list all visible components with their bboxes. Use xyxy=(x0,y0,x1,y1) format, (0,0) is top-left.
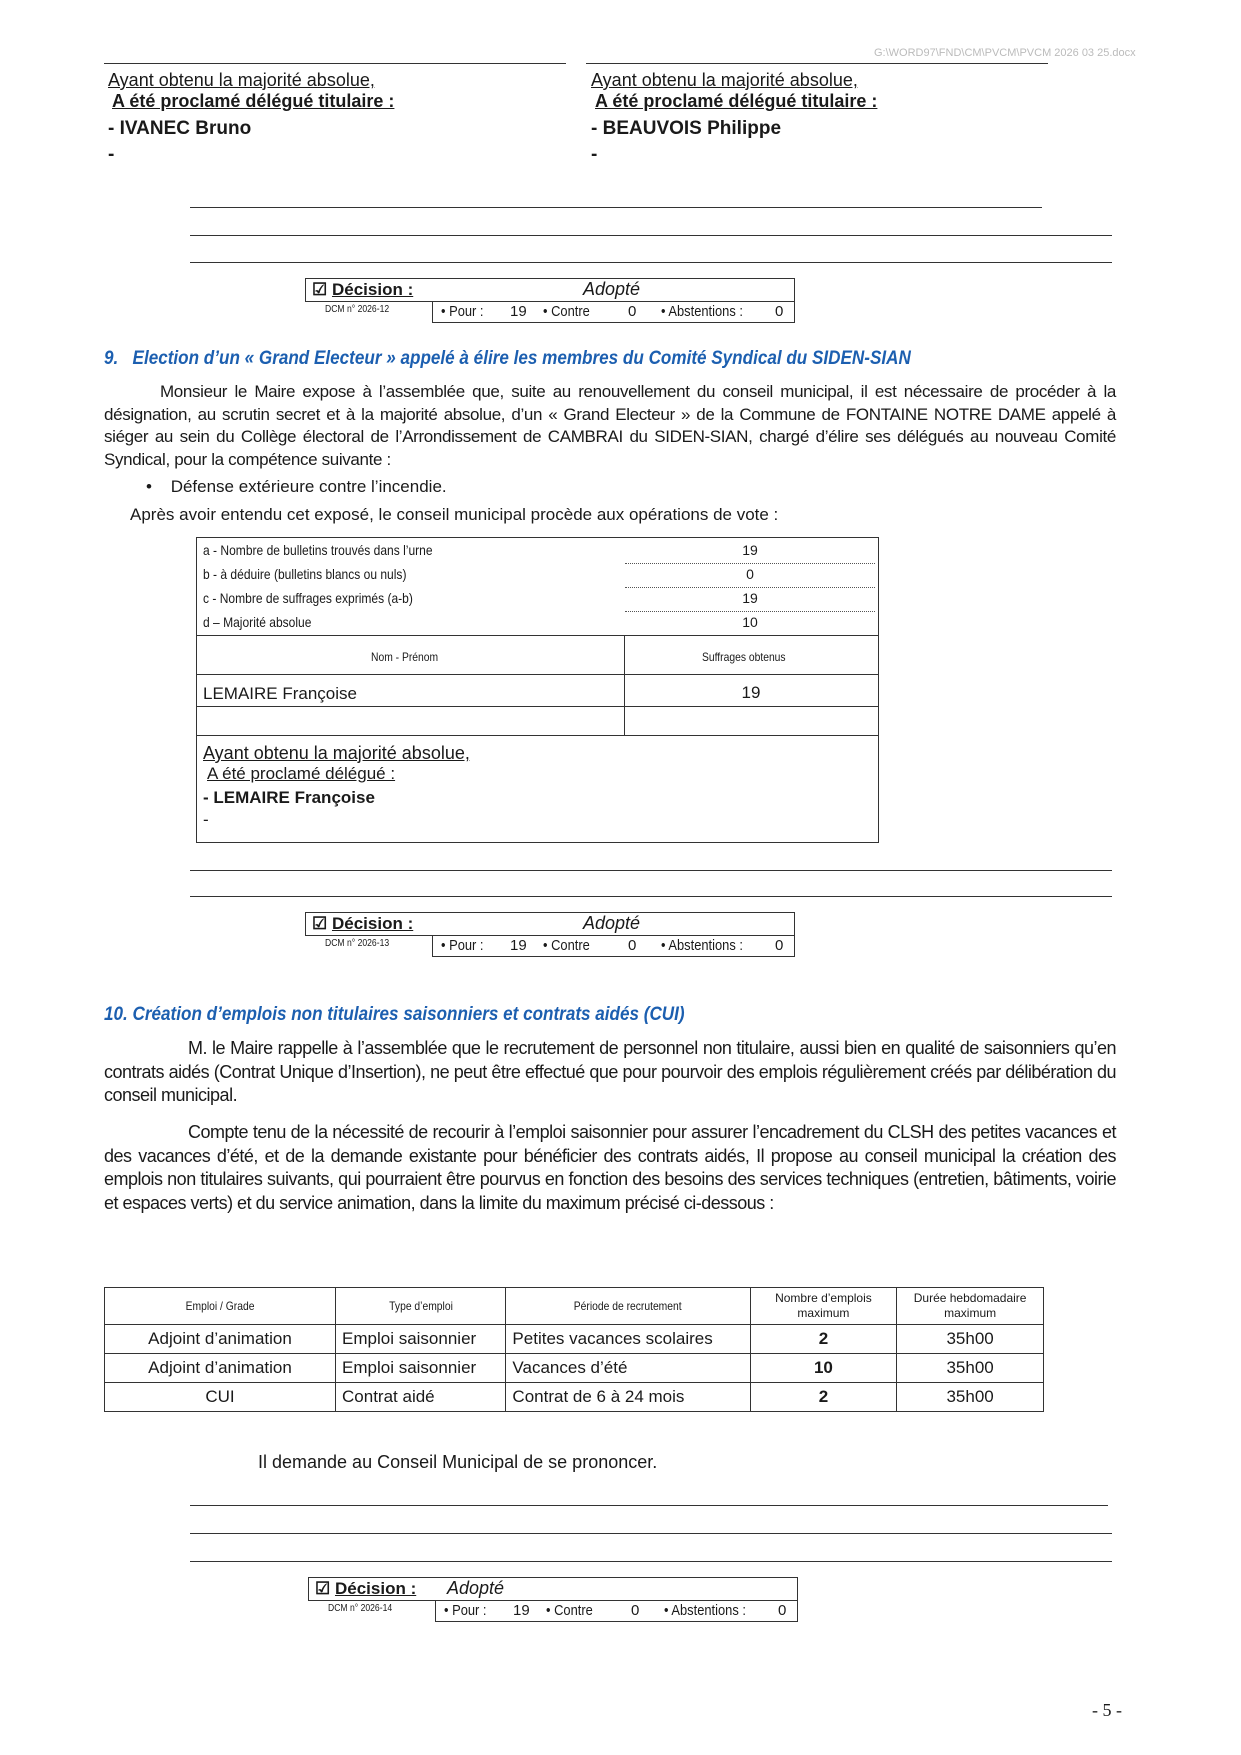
empty-dash: - xyxy=(108,144,115,165)
note-line xyxy=(190,1533,1112,1534)
divider xyxy=(586,63,1048,64)
elected-name: - LEMAIRE Françoise xyxy=(203,788,375,807)
table-row: Adjoint d’animation Emploi saisonnier Vacances d’été 10 35h00 xyxy=(105,1354,1044,1383)
section-10-title: 10. Création d’emplois non titulaires saisonniers et contrats aidés (CUI) xyxy=(104,1004,685,1025)
table-row: CUI Contrat aidé Contrat de 6 à 24 mois 2 35h00 xyxy=(105,1383,1044,1412)
bullet-icon: • xyxy=(146,477,152,496)
ayant-text: Ayant obtenu la majorité absolue, xyxy=(108,70,375,90)
vote-counts: • Pour : 19 • Contre 0 • Abstentions : 0 xyxy=(432,936,795,957)
contre-count: 0 xyxy=(628,937,637,954)
pour-count: 19 xyxy=(510,937,527,954)
section-9-title: 9. Election d’un « Grand Electeur » appelé à élire les membres du Comité Syndical du SIDEN-SIAN xyxy=(104,348,911,369)
empty-dash: - xyxy=(591,144,598,165)
result-left xyxy=(108,70,394,166)
checkbox-icon: ☑ xyxy=(315,1579,331,1598)
divider xyxy=(104,63,566,64)
decision-result: Adopté xyxy=(583,913,641,933)
note-line xyxy=(190,1505,1108,1506)
proclame-text: A été proclamé délégué titulaire : xyxy=(595,91,878,111)
dcm-number: DCM n° 2026-12 xyxy=(325,304,390,315)
contre-count: 0 xyxy=(631,1602,640,1619)
proclame-text: A été proclamé délégué titulaire : xyxy=(112,91,395,111)
ayant-text: Ayant obtenu la majorité absolue, xyxy=(591,70,858,90)
col-header: Nombre d’emplois maximum xyxy=(750,1288,897,1325)
dcm-number: DCM n° 2026-14 xyxy=(328,1603,393,1614)
section-10-para2: Compte tenu de la nécessité de recourir à l’emploi saisonnier pour assurer l’encadrement du CLSH des petites vacances et des vacances d’été, et de la demande existante pour bénéficier des contrats aidés, Il propose au conseil municipal la création des emplois non titulaires suivants, qui pourraient être pourvus en fonction des besoins des services techniques (entretien, bâtiments, voirie et espaces verts) et du service animation, dans la limite du maximum précisé ci-dessous : xyxy=(104,1122,1116,1213)
note-line xyxy=(190,870,1112,871)
emplois-table xyxy=(104,1287,1044,1412)
file-path: G:\WORD97\FND\CM\PVCM\PVCM 2026 03 25.docx xyxy=(874,47,1136,59)
abst-count: 0 xyxy=(775,937,784,954)
page-number: - 5 - xyxy=(1092,1700,1122,1720)
section-9-intro: Monsieur le Maire expose à l’assemblée que, suite au renouvellement du conseil municipal, il est nécessaire de procéder à la désignation, au scrutin secret et à la majorité absolue, d’un « Grand Electeur » de la Commune de FONTAINE NOTRE DAME appelé à siéger au sein du Collège électoral de l’Arrondissement de CAMBRAI du SIDEN-SIAN, chargé d’élire ses délégués au nouveau Comité Syndical, pour la compétence suivante : xyxy=(104,382,1116,469)
closing-text: Il demande au Conseil Municipal de se prononcer. xyxy=(258,1452,658,1472)
decision-result: Adopté xyxy=(583,279,641,299)
section-10-para1: M. le Maire rappelle à l’assemblée que le recrutement de personnel non titulaire, aussi bien en qualité de saisonniers qu’en contrats aidés (Contrat Unique d’Insertion), ne peut être effectué que pour pourvoir des emplois régulièrement créés par délibération du conseil municipal. xyxy=(104,1038,1116,1105)
col-header: Durée hebdomadaire maximum xyxy=(897,1288,1044,1325)
checkbox-icon: ☑ xyxy=(312,280,328,299)
vote-intro: Après avoir entendu cet exposé, le conseil municipal procède aux opérations de vote : xyxy=(130,505,779,524)
col-name-header: Nom - Prénom xyxy=(371,650,439,664)
col-votes-header: Suffrages obtenus xyxy=(702,650,786,664)
elected-name: - BEAUVOIS Philippe xyxy=(591,118,782,139)
col-header: Emploi / Grade xyxy=(105,1288,336,1325)
note-line xyxy=(190,207,1042,208)
abst-count: 0 xyxy=(778,1602,787,1619)
pour-count: 19 xyxy=(513,1602,530,1619)
dcm-number: DCM n° 2026-13 xyxy=(325,938,390,949)
vote-counts: • Pour : 19 • Contre 0 • Abstentions : 0 xyxy=(435,1601,798,1622)
table-row: Adjoint d’animation Emploi saisonnier Petites vacances scolaires 2 35h00 xyxy=(105,1325,1044,1354)
vote-counts: • Pour : 19 • Contre 0 • Abstentions : 0 xyxy=(432,302,795,323)
decision-label: ☑ Décision : xyxy=(315,1579,417,1598)
bullet-item: • Défense extérieure contre l’incendie. xyxy=(146,477,447,496)
note-line xyxy=(190,235,1112,236)
col-header: Type d’emploi xyxy=(336,1288,506,1325)
vote-table: a - Nombre de bulletins trouvés dans l’urne 19 b - à déduire (bulletins blancs ou nuls) 0 c - Nombre de suffrages exprimés (a-b) 19 d – Majorité absolue 10 Nom - Prénom Suffrages obtenus LEMAIRE Françoise 19 Ayant obtenu la majorité absolue, A été proclamé délégué : - LEMAIRE Françoise - xyxy=(196,537,879,843)
elected-block: Ayant obtenu la majorité absolue, A été proclamé délégué : - LEMAIRE Françoise - xyxy=(203,743,470,829)
decision-label: ☑ Décision : xyxy=(312,280,414,299)
candidate-name: LEMAIRE Françoise xyxy=(203,684,357,703)
note-line xyxy=(190,896,1112,897)
note-line xyxy=(190,1561,1112,1562)
contre-count: 0 xyxy=(628,303,637,320)
decision-result: Adopté xyxy=(447,1578,505,1598)
note-line xyxy=(190,262,1112,263)
abst-count: 0 xyxy=(775,303,784,320)
decision-label: ☑ Décision : xyxy=(312,914,414,933)
elected-name: - IVANEC Bruno xyxy=(108,118,252,139)
pour-count: 19 xyxy=(510,303,527,320)
candidate-votes: 19 xyxy=(741,683,761,702)
result-right xyxy=(591,70,877,166)
checkbox-icon: ☑ xyxy=(312,914,328,933)
col-header: Période de recrutement xyxy=(506,1288,750,1325)
